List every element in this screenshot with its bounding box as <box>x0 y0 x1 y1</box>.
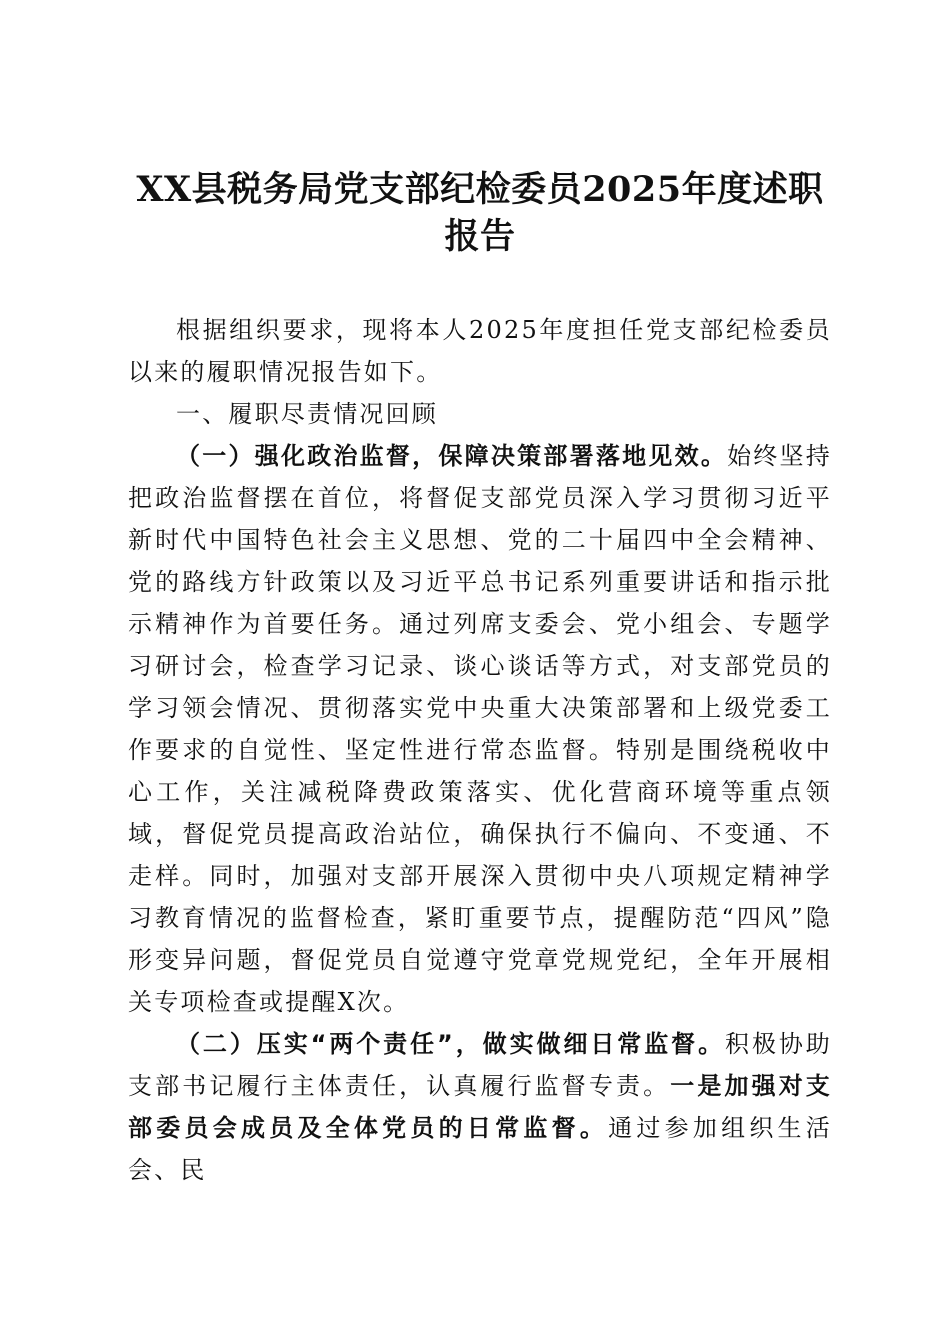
paragraph-text: 积极协助支部书记履行主体责任，认真履行监督专责。 <box>128 1030 832 1100</box>
section-heading: 一、履职尽责情况回顾 <box>176 400 438 428</box>
paragraph-text: 始终坚持把政治监督摆在首位，将督促支部党员深入学习贯彻习近平新时代中国特色社会主义思想、党的二十届四中全会精神、党的路线方针政策以及习近平总书记系列重要讲话和指示批示精神作为首要任务。通过列席支委会、党小组会、专题学习研讨会，检查学习记录、谈心谈话等方式，对支部党员的学习领会情况、贯彻落实党中央重大决策部署和上级党委工作要求的自觉性、坚定性进行常态监督。特别是围绕税收中心工作，关注减税降费政策落实、优化营商环境等重点领域，督促党员提高政治站位，确保执行不偏向、不变通、不走样。同时，加强对支部开展深入贯彻中央八项规定精神学习教育情况的监督检查，紧盯重要节点，提醒防范“四风”隐形变异问题，督促党员自觉遵守党章党规党纪，全年开展相关专项检查或提醒X次。 <box>128 442 832 1016</box>
paragraph-lead: （二）压实“两个责任”，做实做细日常监督。 <box>176 1030 726 1058</box>
intro-paragraph: 根据组织要求，现将本人2025年度担任党支部纪检委员以来的履职情况报告如下。 <box>128 316 832 386</box>
document-body <box>128 309 832 1191</box>
sub-point-lead: 一是加强对支部委员会成员及全体党员的日常监督。 <box>128 1072 833 1142</box>
document-title: XX县税务局党支部纪检委员2025年度述职报告 <box>136 169 824 257</box>
paragraph-lead: （一）强化政治监督，保障决策部署落地见效。 <box>176 442 728 470</box>
paragraph-political-supervision <box>128 435 832 1023</box>
paragraph-two-responsibilities <box>128 1023 832 1191</box>
sub-point-text: 通过参加组织生活会、民 <box>128 1114 832 1184</box>
